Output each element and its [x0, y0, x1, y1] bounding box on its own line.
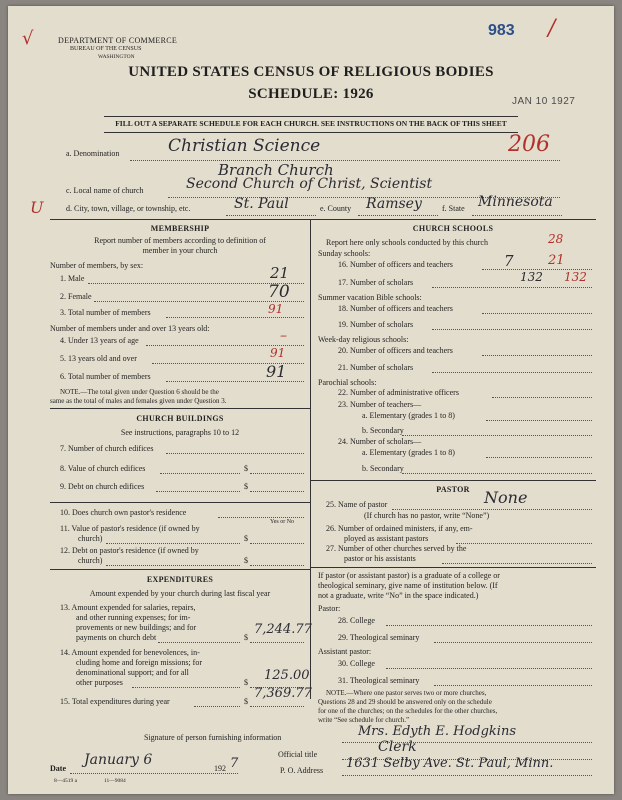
membership-note-2: same as the total of males and females given under Question 3. [50, 397, 227, 405]
denomination-code: 206 [508, 132, 550, 157]
q13-dollar: $ [244, 633, 248, 642]
q15-amount-line [250, 706, 304, 707]
membership-rule [50, 408, 310, 409]
edifices-debt-dollar: $ [244, 482, 248, 491]
county-line [358, 215, 438, 216]
pastor-rule [310, 567, 596, 568]
female-label: 2. Female [60, 292, 92, 301]
q26-line [456, 543, 592, 544]
q15-line [194, 706, 240, 707]
q14-line-2: cluding home and foreign missions; for [76, 658, 202, 667]
buildings-mid-rule [50, 502, 310, 503]
q30-label: 30. College [338, 659, 375, 668]
q29-line [434, 642, 592, 643]
q19-line [432, 329, 592, 330]
local-name-label: c. Local name of church [66, 186, 144, 195]
q16-value-2: 21 [548, 253, 565, 268]
q13-line-4: payments on church debt [76, 633, 157, 642]
summer-schools-label: Summer vacation Bible schools: [318, 293, 422, 302]
q27-line [442, 563, 592, 564]
u-mark: U [30, 198, 44, 217]
year-prefix: 192 [214, 764, 226, 773]
q14-value: 125.00 [264, 668, 310, 683]
q20-line [482, 355, 592, 356]
q23a-label: a. Elementary (grades 1 to 8) [362, 411, 455, 420]
check-mark-top-right: / [548, 16, 556, 41]
q14-line [132, 687, 240, 688]
over-13-label: 5. 13 years old and over [60, 354, 137, 363]
department-name: DEPARTMENT OF COMMERCE [58, 36, 178, 45]
edifices-debt-amount-line [250, 491, 304, 492]
residence-value-amount-line [250, 543, 304, 544]
edifices-count-label: 7. Number of church edifices [60, 444, 154, 453]
total-members-value: 91 [268, 302, 284, 316]
q13-line [158, 642, 240, 643]
q15-value: 7,369.77 [254, 686, 312, 701]
yes-no-hint: Yes or No [270, 519, 295, 525]
schedule-number-stamp: 983 [488, 22, 515, 39]
female-value: 70 [268, 282, 290, 302]
q31-line [434, 685, 592, 686]
male-label: 1. Male [60, 274, 85, 283]
male-value: 21 [270, 264, 290, 282]
official-title-value: Clerk [378, 739, 417, 755]
expenditures-sub: Amount expended by your church during last fiscal year [89, 589, 271, 598]
address-label: P. O. Address [280, 766, 324, 775]
q17-value: 132 [520, 270, 543, 284]
q23-label: 23. Number of teachers— [338, 400, 422, 409]
check-mark-top-left: √ [22, 28, 34, 49]
date-line [70, 773, 238, 774]
denomination-label: a. Denomination [66, 149, 120, 158]
owns-residence-line [218, 517, 304, 518]
q24a-label: a. Elementary (grades 1 to 8) [362, 448, 455, 457]
q30-line [386, 668, 592, 669]
weekday-schools-label: Week-day religious schools: [318, 335, 409, 344]
membership-note-1: NOTE.—The total given under Question 6 should be the [60, 388, 219, 396]
state-line [472, 215, 562, 216]
year-value: 7 [230, 756, 239, 771]
residence-debt-amount-line [250, 565, 304, 566]
header-rule-top [104, 116, 518, 117]
city-line [226, 215, 316, 216]
under-13-label: 4. Under 13 years of age [60, 336, 139, 345]
schools-title: CHURCH SCHOOLS [412, 224, 494, 233]
q17-value-2: 132 [564, 270, 587, 284]
q13-line-3: provements or new buildings; and for [76, 623, 197, 632]
pastor-note-2: Questions 28 and 29 should be answered only on the schedule [318, 698, 492, 706]
denomination-value: Christian Science [168, 136, 321, 156]
q24-label: 24. Number of scholars— [338, 437, 422, 446]
bureau-name: BUREAU OF THE CENSUS [70, 46, 142, 52]
city-name: WASHINGTON [98, 54, 135, 60]
q13-value: 7,244.77 [254, 622, 312, 637]
county-label: e. County [320, 204, 352, 213]
parochial-schools-label: Parochial schools: [318, 378, 377, 387]
under-13-value: – [280, 328, 287, 344]
edifices-value-line [160, 473, 240, 474]
print-code: 11—9084 [104, 778, 126, 784]
q20-label: 20. Number of officers and teachers [338, 346, 453, 355]
pastor-note-1: NOTE.—Where one pastor serves two or more churches, [326, 689, 487, 697]
total-age-label: 6. Total number of members [60, 372, 151, 381]
table-top-rule [50, 219, 596, 220]
header-instruction: FILL OUT A SEPARATE SCHEDULE FOR EACH CHURCH. SEE INSTRUCTIONS ON THE BACK OF THIS SHEET [115, 119, 507, 128]
q26-line-2: ployed as assistant pastors [344, 534, 429, 543]
q14-dollar: $ [244, 678, 248, 687]
q16-value: 7 [504, 252, 514, 270]
signature-label: Signature of person furnishing information [144, 733, 282, 742]
signature-value: Mrs. Edyth E. Hodgkins [358, 724, 516, 739]
q22-line [492, 397, 592, 398]
state-label: f. State [442, 204, 465, 213]
edifices-debt-label: 9. Debt on church edifices [60, 482, 145, 491]
total-members-line [166, 317, 304, 318]
edifices-debt-line [156, 491, 240, 492]
college-intro-3: not a graduate, write “No” in the space indicated.) [318, 591, 479, 600]
q13-amount-line [250, 642, 304, 643]
q27-line-1: 27. Number of other churches served by the [326, 544, 467, 553]
total-age-line [166, 381, 304, 382]
q14-line-4: other purposes [76, 678, 123, 687]
q24a-line [486, 457, 592, 458]
q19-label: 19. Number of scholars [338, 320, 414, 329]
form-title: UNITED STATES CENSUS OF RELIGIOUS BODIES [128, 64, 494, 80]
received-date-stamp: JAN 10 1927 [512, 96, 576, 107]
q25-value: None [484, 488, 528, 507]
census-schedule-sheet [8, 6, 614, 794]
q13-line-1: 13. Amount expended for salaries, repairs, [60, 603, 196, 612]
total-members-label: 3. Total number of members [60, 308, 151, 317]
denomination-line [130, 160, 560, 161]
q26-line-1: 26. Number of ordained ministers, if any, em- [326, 524, 473, 533]
q22-label: 22. Number of administrative officers [338, 388, 459, 397]
residence-debt-label-2: church) [78, 556, 103, 565]
total-age-value: 91 [266, 362, 287, 381]
denomination-value-line2: Branch Church [218, 161, 334, 179]
q23b-line [402, 435, 592, 436]
official-title-label: Official title [278, 750, 318, 759]
q17-line [432, 287, 592, 288]
buildings-sub: See instructions, paragraphs 10 to 12 [120, 428, 240, 437]
q29-label: 29. Theological seminary [338, 633, 420, 642]
membership-title: MEMBERSHIP [150, 224, 210, 233]
college-intro-2: theological seminary, give name of institution below. (If [318, 581, 498, 590]
over-13-value: 91 [270, 346, 286, 360]
header-rule-bottom [104, 132, 518, 133]
membership-intro-1: Report number of members according to definition of [94, 236, 266, 245]
q23a-line [486, 420, 592, 421]
q27-line-2: pastor or his assistants [344, 554, 416, 563]
q16-label: 16. Number of officers and teachers [338, 260, 453, 269]
schools-intro-mark: 28 [548, 232, 564, 246]
pastor-note-3: for one of the churches; on the schedules for the other churches, [318, 707, 498, 715]
form-code: 8—4519 a [54, 778, 78, 784]
assistant-pastor-label: Assistant pastor: [318, 647, 372, 656]
county-value: Ramsey [366, 196, 422, 212]
residence-value-dollar: $ [244, 534, 248, 543]
address-line [342, 775, 592, 776]
city-label: d. City, town, village, or township, etc. [66, 204, 191, 213]
residence-value-label-2: church) [78, 534, 103, 543]
pastor-title: PASTOR [436, 485, 470, 494]
q14-line-3: denominational support; and for all [76, 668, 189, 677]
membership-intro-2: member in your church [142, 246, 218, 255]
owns-residence-label: 10. Does church own pastor's residence [60, 508, 187, 517]
residence-value-line [106, 543, 240, 544]
city-value: St. Paul [234, 196, 289, 212]
pastor-note-4: write “See schedule for church.” [318, 716, 410, 724]
expenditures-title: EXPENDITURES [146, 575, 214, 584]
q21-line [432, 372, 592, 373]
age-group-label: Number of members under and over 13 years old: [50, 324, 210, 333]
date-value: January 6 [84, 752, 153, 768]
date-label: Date [50, 764, 66, 773]
residence-debt-label: 12. Debt on pastor's residence (if owned by [60, 546, 199, 555]
q17-label: 17. Number of scholars [338, 278, 414, 287]
q25-note: (If church has no pastor, write “None”) [364, 511, 490, 520]
residence-debt-dollar: $ [244, 556, 248, 565]
q13-line-2: and other running expenses; for im- [76, 613, 191, 622]
q23b-label: b. Secondary [362, 426, 404, 435]
q28-line [386, 625, 592, 626]
buildings-title: CHURCH BUILDINGS [136, 414, 224, 423]
schools-rule [310, 480, 596, 481]
q18-line [482, 313, 592, 314]
state-value: Minnesota [478, 194, 553, 210]
q24b-line [402, 473, 592, 474]
q24b-label: b. Secondary [362, 464, 404, 473]
q14-line-1: 14. Amount expended for benevolences, in- [60, 648, 200, 657]
edifices-count-line [166, 453, 304, 454]
edifices-value-label: 8. Value of church edifices [60, 464, 146, 473]
buildings-rule [50, 569, 310, 570]
members-by-sex-label: Number of members, by sex: [50, 261, 144, 270]
q25-line [392, 509, 592, 510]
schools-intro: Report here only schools conducted by this church [326, 238, 488, 247]
q31-label: 31. Theological seminary [338, 676, 420, 685]
q28-label: 28. College [338, 616, 375, 625]
q15-label: 15. Total expenditures during year [60, 697, 170, 706]
edifices-value-dollar: $ [244, 464, 248, 473]
pastor-label: Pastor: [318, 604, 341, 613]
edifices-value-amount-line [250, 473, 304, 474]
q15-dollar: $ [244, 697, 248, 706]
residence-debt-line [106, 565, 240, 566]
residence-value-label: 11. Value of pastor's residence (if owned by [60, 524, 200, 533]
college-intro-1: If pastor (or assistant pastor) is a graduate of a college or [318, 571, 500, 580]
schedule-year: SCHEDULE: 1926 [248, 86, 374, 102]
q18-label: 18. Number of officers and teachers [338, 304, 453, 313]
local-name-value: Second Church of Christ, Scientist [186, 176, 433, 192]
sunday-schools-label: Sunday schools: [318, 249, 371, 258]
q25-label: 25. Name of pastor [326, 500, 388, 509]
address-value: 1631 Selby Ave. St. Paul, Minn. [346, 756, 554, 771]
q21-label: 21. Number of scholars [338, 363, 414, 372]
